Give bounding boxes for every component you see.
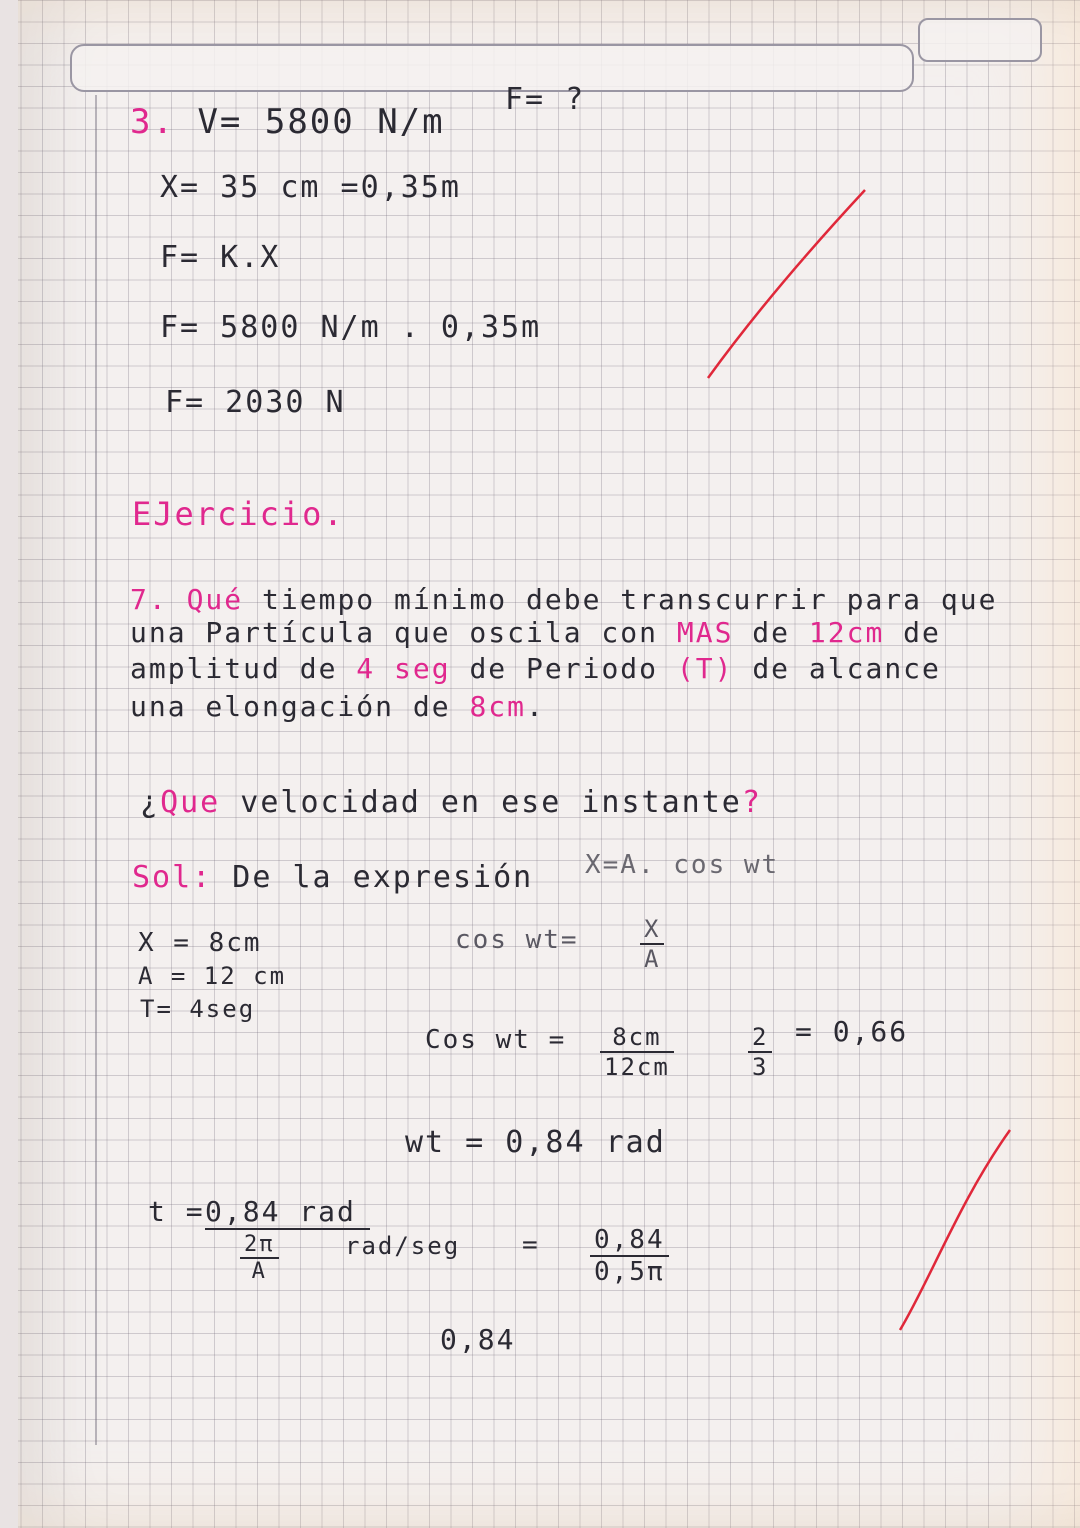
question-line-1: [130, 583, 997, 616]
t-den-den: A: [251, 1259, 267, 1284]
problem3-f-unknown: F= ?: [505, 82, 586, 117]
q2-text-b: de: [733, 616, 809, 649]
t-equals: =: [522, 1230, 540, 1260]
q2-text-a: una Partícula que oscila con: [130, 616, 677, 649]
problem3-formula: F= K.X: [160, 240, 281, 275]
cos-fraction: [640, 915, 664, 973]
q3-text-b: de Periodo: [450, 652, 677, 685]
qv-text: velocidad en ese instante: [220, 785, 742, 820]
problem3-v-value: V= 5800 N/m: [197, 102, 445, 142]
problem3-number: 3.: [130, 102, 175, 142]
wt-result: wt = 0,84 rad: [405, 1125, 666, 1160]
ratio-equals: = 0,66: [795, 1015, 909, 1048]
t-numerator: 0,84 rad: [205, 1195, 370, 1230]
q4-elongation: 8cm: [469, 690, 527, 723]
q4-period-mark: .: [526, 690, 545, 723]
given-t: T= 4seg: [140, 995, 256, 1023]
qv-que: Que: [160, 785, 221, 820]
q3-period: 4 seg: [356, 652, 451, 685]
question-velocity: [140, 785, 762, 820]
question-line-4: [130, 690, 545, 723]
cos2-fraction-num: 8cm: [600, 1023, 674, 1053]
solution-line: [132, 860, 533, 895]
q2-mas: MAS: [676, 616, 734, 649]
problem3-substitution: F= 5800 N/m . 0,35m: [160, 310, 542, 345]
q2-text-c: de: [884, 616, 941, 649]
ratio-den: 3: [752, 1053, 769, 1081]
qv-close: ?: [741, 785, 762, 820]
final-value: 0,84: [440, 1323, 516, 1356]
t-frac-num: 0,84: [590, 1225, 669, 1257]
t-frac-den: 0,5π: [594, 1257, 665, 1287]
q2-amplitude: 12cm: [808, 616, 885, 649]
cos2-label: Cos wt =: [425, 1025, 567, 1055]
t-denominator-fraction: [240, 1232, 279, 1284]
cos2-fraction-den: 12cm: [604, 1053, 670, 1081]
ratio-fraction: [748, 1023, 772, 1081]
sol-text: De la expresión: [212, 860, 534, 895]
cos-label: cos wt=: [455, 925, 579, 955]
t-den-num: 2π: [240, 1232, 279, 1259]
cos2-fraction: [600, 1023, 674, 1081]
q3-t-symbol: (T): [676, 652, 734, 685]
q1-number: 7.: [130, 583, 187, 616]
q3-text-a: amplitud de: [130, 652, 357, 685]
q4-text-a: una elongación de: [130, 690, 470, 723]
given-x: X = 8cm: [138, 928, 262, 958]
ejercicio-heading: EJercicio.: [132, 495, 345, 533]
given-a: A = 12 cm: [138, 962, 287, 990]
qv-open: ¿: [140, 785, 161, 820]
cos-fraction-num: X: [640, 915, 664, 945]
q3-text-c: de alcance: [733, 652, 941, 685]
t-label: t =: [148, 1195, 205, 1228]
sol-expression: X=A. cos wt: [585, 850, 780, 880]
question-line-3: [130, 652, 941, 685]
question-line-2: [130, 616, 941, 649]
t-fraction: [590, 1225, 669, 1287]
problem3-v-line: [130, 102, 445, 142]
problem3-result: F= 2030 N: [165, 385, 346, 420]
t-den-unit: rad/seg: [345, 1232, 461, 1260]
q1-text: tiempo mínimo debe transcurrir para que: [243, 583, 998, 616]
cos-fraction-den: A: [644, 945, 661, 973]
ratio-num: 2: [748, 1023, 772, 1053]
sol-label: Sol:: [132, 860, 213, 895]
q1-que: Qué: [186, 583, 244, 616]
problem3-x-line: X= 35 cm =0,35m: [160, 170, 461, 205]
